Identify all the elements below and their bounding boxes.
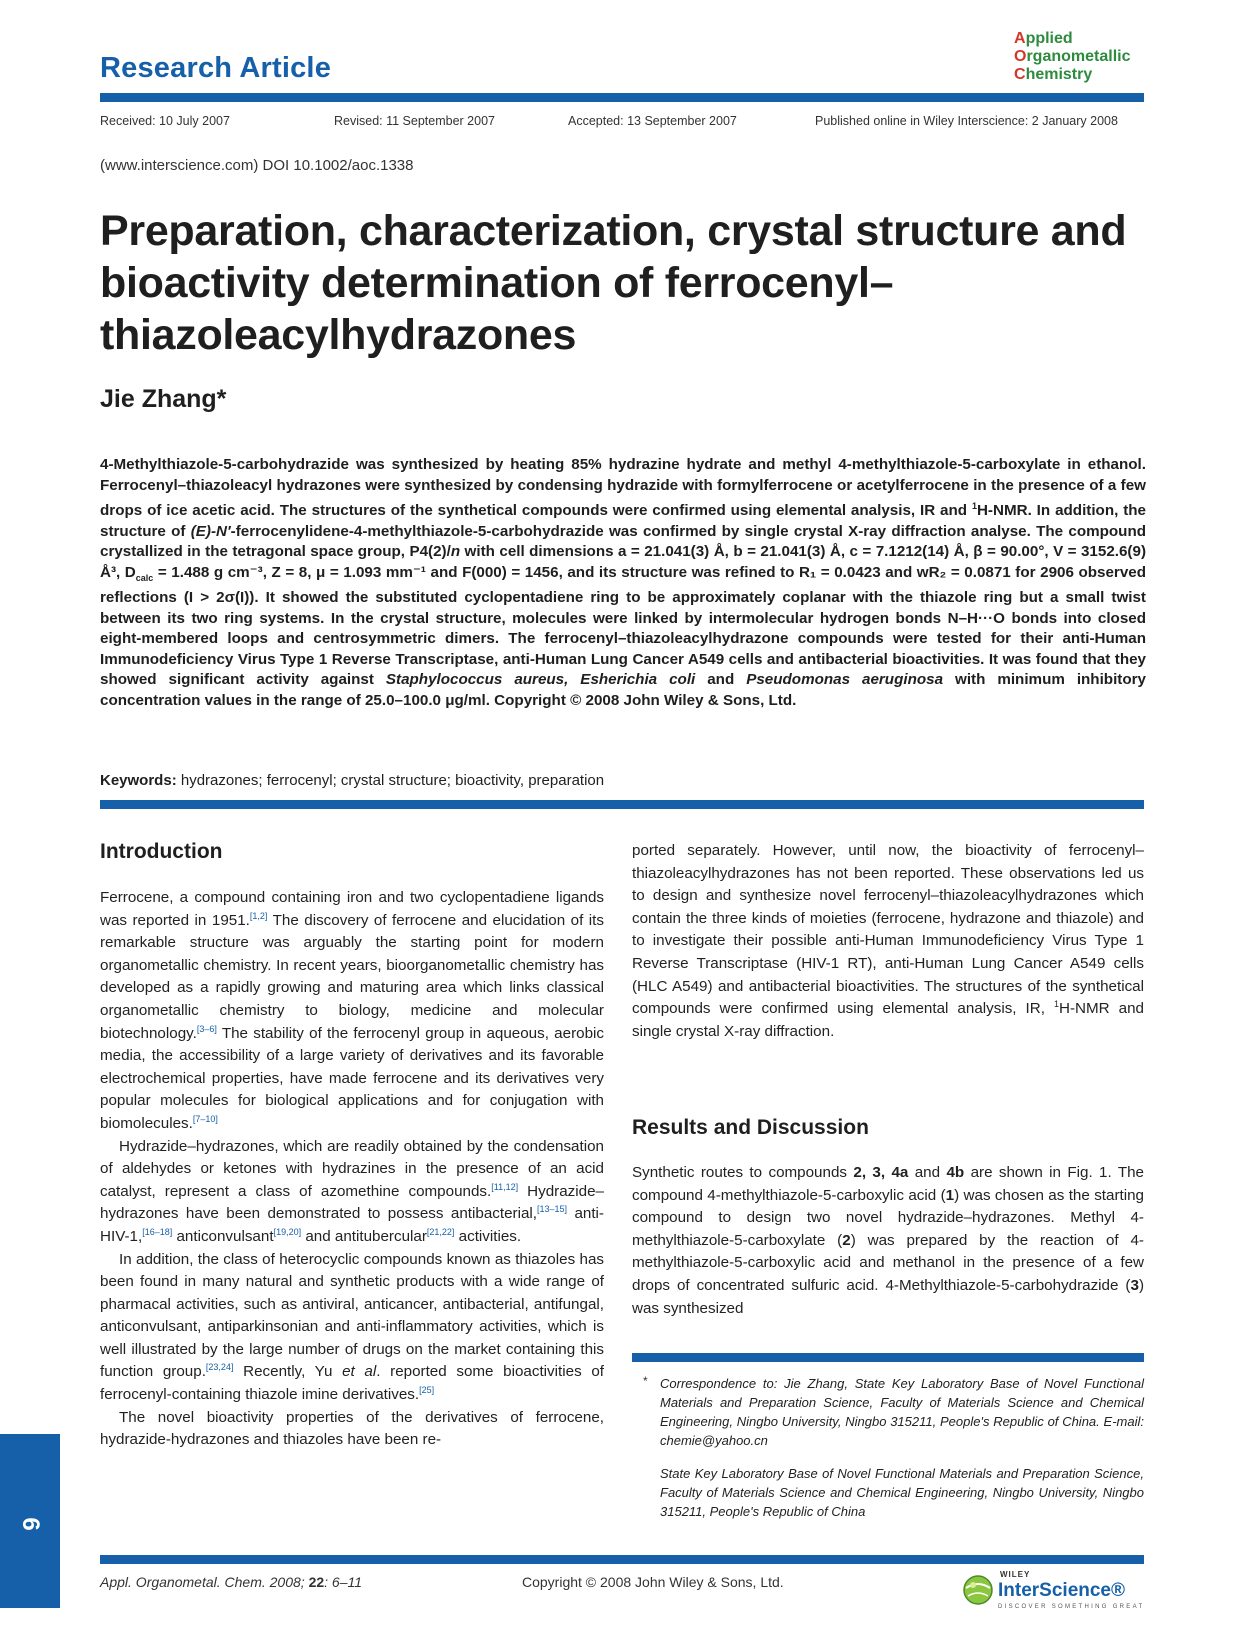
wiley-wordmark: WILEY xyxy=(1000,1570,1031,1579)
article-title: Preparation, characterization, crystal structure and bioactivity determination of ferrocenyl–thiazoleacylhydrazones xyxy=(100,207,1127,359)
logo-word-chemistry: hemistry xyxy=(1025,66,1093,83)
paragraph xyxy=(100,1407,604,1452)
abstract-species: Pseudomonas aeruginosa xyxy=(746,671,944,689)
accepted-date: Accepted: 13 September 2007 xyxy=(568,114,737,128)
citation-volume: 22 xyxy=(308,1574,325,1590)
logo-word-organometallic: rganometallic xyxy=(1026,48,1131,65)
citation-ref[interactable]: [19,20] xyxy=(273,1226,302,1237)
citation-ref[interactable]: [23,24] xyxy=(205,1362,234,1373)
author-name: Jie Zhang* xyxy=(100,385,227,413)
correspondence-note: Correspondence to: Jie Zhang, State Key Laboratory Base of Novel Functional Materials and Preparation Science, Faculty of Materials Science and Chemical Engineering, Ningbo University, Ningbo 315211, People's Republic of China. E-mail: chemie@yahoo.cn xyxy=(660,1376,1144,1448)
text: . reported some bioactivities of ferrocenyl-containing thiazole imine derivatives. xyxy=(100,1363,604,1404)
header-rule xyxy=(100,93,1144,102)
citation xyxy=(100,1574,362,1590)
footnote-star: * xyxy=(643,1374,648,1388)
abstract-text: -ferrocenylidene-4-methylthiazole-5-carbohydrazide was confirmed by single crystal X-ray diffraction analyse. The compound crystallized in the tetragonal space group, P4(2)/ xyxy=(100,522,1146,561)
interscience-globe-icon xyxy=(962,1574,994,1606)
abstract-species: Staphylococcus aureus, Esherichia coli xyxy=(385,671,696,689)
paragraph xyxy=(632,1162,1144,1320)
text: Hydrazide–hydrazones, which are readily obtained by the condensation of aldehydes or ketones with hydrazines in the presence of an acid catalyst, represent a class of azomethine compounds. xyxy=(100,1137,604,1200)
compound-number: 1 xyxy=(945,1186,955,1204)
received-date: Received: 10 July 2007 xyxy=(100,114,230,128)
introduction-heading: Introduction xyxy=(100,840,223,863)
abstract-text: H-NMR. In addition, the structure of xyxy=(100,502,1146,540)
compound-number: 2, 3, 4a xyxy=(853,1164,909,1181)
text: H-NMR and single crystal X-ray diffraction. xyxy=(632,1000,1144,1040)
text: The novel bioactivity properties of the derivatives of ferrocene, hydrazide-hydrazones and thiazoles have been re- xyxy=(100,1408,604,1449)
abstract-text: and xyxy=(695,671,747,689)
text: Hydrazide–hydrazones have been demonstrated to possess antibacterial, xyxy=(100,1182,604,1223)
article-type: Research Article xyxy=(100,52,332,84)
footnote xyxy=(660,1374,1144,1535)
citation-ref[interactable]: [7–10] xyxy=(192,1113,218,1124)
keywords-label: Keywords: xyxy=(100,772,177,789)
interscience-tagline: DISCOVER SOMETHING GREAT xyxy=(998,1604,1145,1610)
paragraph xyxy=(100,1136,604,1249)
abstract-text: with minimum inhibitory concentration values in the range of 25.0–100.0 μg/ml. Copyright © 2008 John Wiley & Sons, Ltd. xyxy=(100,671,1146,709)
text-italic: et al xyxy=(342,1363,377,1381)
abstract-sup: 1 xyxy=(971,501,977,511)
abstract-sub: calc xyxy=(135,572,154,583)
text: In addition, the class of heterocyclic compounds known as thiazoles has been found in many natural and synthetic products with a wide range of pharmacal activities, such as antiviral, anticancer, antibacterial, antifungal, anticonvulsant, antiparkinsonian and anti-inflammatory activities, which is well illustrated by the large number of drugs on the market containing this function group. xyxy=(100,1250,604,1381)
page-number: 6 xyxy=(17,1517,44,1531)
abstract-compound: (E)-N′ xyxy=(190,522,231,540)
compound-number: 3 xyxy=(1130,1276,1139,1294)
citation-ref[interactable]: [11,12] xyxy=(491,1181,519,1192)
citation-ref[interactable]: [13–15] xyxy=(537,1204,568,1215)
citation-ref[interactable]: [3–6] xyxy=(196,1023,217,1034)
doi-link[interactable]: (www.interscience.com) DOI 10.1002/aoc.1338 xyxy=(100,157,414,174)
text: Recently, Yu xyxy=(233,1363,343,1381)
text: ) was synthesized xyxy=(632,1276,1144,1317)
text: The stability of the ferrocenyl group in aqueous, aerobic media, the accessibility of a large variety of derivatives and its favorable electrochemical properties, have made ferrocene and its derivatives very popular molecules for biological applications and for conjugation with biomolecules. xyxy=(100,1024,604,1132)
text: activities. xyxy=(454,1227,522,1245)
citation-pages: : 6–11 xyxy=(324,1574,363,1590)
text: ) was prepared by the reaction of 4-methylthiazole-5-carboxylic acid and methanol in the presence of a few drops of concentrated sulfuric acid. 4-Methylthiazole-5-carbohydrazide ( xyxy=(632,1231,1144,1294)
text: and antitubercular xyxy=(301,1227,427,1245)
citation-ref[interactable]: [21,22] xyxy=(426,1226,455,1237)
introduction-right-column xyxy=(632,840,1144,1043)
text: Ferrocene, a compound containing iron and two cyclopentadiene ligands was reported in 1951. xyxy=(100,889,604,929)
compound-number: 4b xyxy=(946,1164,965,1181)
results-column xyxy=(632,1162,1144,1320)
text: and xyxy=(908,1164,947,1181)
keywords-text: hydrazones; ferrocenyl; crystal structure; bioactivity, preparation xyxy=(176,772,605,789)
results-heading: Results and Discussion xyxy=(632,1116,869,1139)
logo-initial-a: A xyxy=(1014,30,1026,47)
citation-ref[interactable]: [16–18] xyxy=(142,1226,173,1237)
abstract-text: with cell dimensions a = 21.041(3) Å, b = 21.041(3) Å, c = 7.1212(14) Å, β = 90.00°, V = 3152.6(9) Å³, D xyxy=(100,543,1146,581)
abstract-italic: n xyxy=(450,543,461,561)
abstract-rule xyxy=(100,800,1144,809)
journal-logo xyxy=(1014,30,1144,84)
introduction-left-column xyxy=(100,887,604,1452)
text-sup: 1 xyxy=(1054,999,1060,1010)
paragraph xyxy=(100,1249,604,1407)
text: anti-HIV-1, xyxy=(100,1205,604,1245)
citation-ref[interactable]: [25] xyxy=(419,1385,435,1395)
interscience-logo: InterScience® xyxy=(998,1580,1125,1601)
text: ) was chosen as the starting compound to design two novel hydrazide–hydrazones. Methyl 4-methylthiazole-5-carboxylate ( xyxy=(632,1186,1144,1249)
paragraph xyxy=(632,840,1144,1043)
text: Synthetic routes to compounds xyxy=(632,1164,854,1181)
citation-journal: Appl. Organometal. Chem. xyxy=(100,1574,266,1590)
logo-initial-o: O xyxy=(1014,48,1027,65)
logo-initial-c: C xyxy=(1014,66,1026,83)
text: are shown in Fig. 1. The compound 4-methylthiazole-5-carboxylic acid ( xyxy=(632,1164,1144,1204)
citation-ref[interactable]: [1,2] xyxy=(249,910,268,921)
footer-rule xyxy=(100,1555,1144,1564)
logo-word-applied: pplied xyxy=(1025,30,1073,47)
footnote-rule xyxy=(632,1353,1144,1362)
text: The discovery of ferrocene and elucidation of its remarkable structure was arguably the starting point for modern organometallic chemistry. In recent years, bioorganometallic chemistry has developed as a rapidly growing and maturing area which links classical organometallic chemistry to biology, medicine and molecular biotechnology. xyxy=(100,911,604,1042)
abstract-text: 4-Methylthiazole-5-carbohydrazide was synthesized by heating 85% hydrazine hydrate and methyl 4-methylthiazole-5-carboxylate in ethanol. Ferrocenyl–thiazoleacyl hydrazones were synthesized by condensing hydrazide with formylferrocene or acetylferrocene in the presence of a few drops of ice acetic acid. The structures of the synthetical compounds were confirmed using elemental analysis, IR and xyxy=(100,456,1146,520)
abstract-text: = 1.488 g cm⁻³, Z = 8, μ = 1.093 mm⁻¹ and F(000) = 1456, and its structure was refined to R₁ = 0.0423 and wR₂ = 0.0871 for 2906 observed reflections (I > 2σ(I)). It showed the substituted cyclopentadiene ring to be approximately coplanar with the thiazole ring but a small twist between its two ring systems. In the crystal structure, molecules were linked by intermolecular hydrogen bonds N–H···O bonds into closed eight-membered loops and centrosymmetric dimers. The ferrocenyl–thiazoleacylhydrazone compounds were tested for their anti-Human Immunodeficiency Virus Type 1 Reverse Transcriptase, anti-Human Lung Cancer A549 cells and antibacterial bioactivities. It was found that they showed significant activity against xyxy=(100,563,1146,689)
keywords xyxy=(100,772,604,789)
affiliation-note: State Key Laboratory Base of Novel Functional Materials and Preparation Science, Faculty of Materials Science and Chemical Engineering, Ningbo University, Ningbo 315211, People's Republic of China xyxy=(660,1466,1144,1519)
abstract xyxy=(100,455,1146,711)
text: anticonvulsant xyxy=(172,1227,274,1245)
citation-year: 2008; xyxy=(265,1574,309,1590)
revised-date: Revised: 11 September 2007 xyxy=(334,114,495,128)
paragraph xyxy=(100,887,604,1136)
text: ported separately. However, until now, the bioactivity of ferrocenyl–thiazoleacylhydrazones has not been reported. These observations led us to design and synthesize novel ferrocenyl–thiazoleacylhydrazones which contain the three kinds of moieties (ferrocene, hydrazone and thiazole) and to investigate their possible anti-Human Immunodeficiency Virus Type 1 Reverse Transcriptase (HIV-1 RT), anti-Human Lung Cancer A549 cells (HLC A549) and antibacterial bioactivities. The structures of the synthetical compounds were confirmed using elemental analysis, IR, xyxy=(632,842,1144,1018)
published-date: Published online in Wiley Interscience: 2 January 2008 xyxy=(815,114,1118,128)
footer-copyright: Copyright © 2008 John Wiley & Sons, Ltd. xyxy=(522,1574,784,1590)
compound-number: 2 xyxy=(842,1231,851,1249)
